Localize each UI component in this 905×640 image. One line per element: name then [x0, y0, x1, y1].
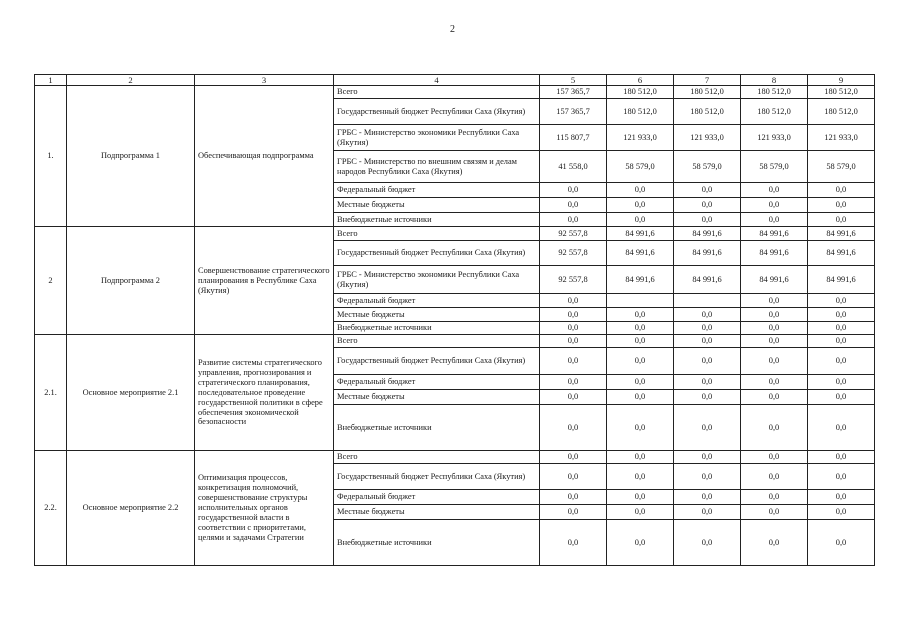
amount-cell: 0,0 — [607, 505, 674, 520]
amount-cell — [674, 294, 741, 308]
amount-cell: 84 991,6 — [808, 241, 875, 266]
funding-source: Внебюджетные источники — [334, 520, 540, 566]
table-row — [35, 451, 875, 464]
funding-source: Всего — [334, 227, 540, 241]
amount-cell: 92 557,8 — [540, 266, 607, 294]
amount-cell: 84 991,6 — [607, 227, 674, 241]
amount-cell: 0,0 — [674, 405, 741, 451]
amount-cell: 0,0 — [808, 451, 875, 464]
amount-cell: 0,0 — [540, 451, 607, 464]
amount-cell: 41 558,0 — [540, 151, 607, 183]
amount-cell: 0,0 — [607, 451, 674, 464]
funding-source: Всего — [334, 451, 540, 464]
amount-cell: 58 579,0 — [741, 151, 808, 183]
amount-cell: 121 933,0 — [674, 125, 741, 151]
amount-cell: 0,0 — [674, 335, 741, 348]
amount-cell: 0,0 — [674, 308, 741, 322]
amount-cell: 0,0 — [540, 490, 607, 505]
amount-cell: 121 933,0 — [607, 125, 674, 151]
amount-cell: 0,0 — [808, 520, 875, 566]
program-name: Подпрограмма 2 — [67, 227, 195, 335]
amount-cell: 84 991,6 — [741, 266, 808, 294]
amount-cell: 0,0 — [741, 520, 808, 566]
table-row — [35, 335, 875, 348]
program-description: Развитие системы стратегического управления, прогнозирования и стратегического планирования, последовательное проведение государственной политики в сфере обеспечения экономической безопасности — [195, 335, 334, 451]
amount-cell: 0,0 — [674, 348, 741, 375]
amount-cell: 0,0 — [540, 520, 607, 566]
amount-cell: 0,0 — [607, 464, 674, 490]
amount-cell: 58 579,0 — [674, 151, 741, 183]
amount-cell: 0,0 — [741, 308, 808, 322]
amount-cell: 0,0 — [741, 335, 808, 348]
amount-cell: 0,0 — [540, 322, 607, 335]
amount-cell: 0,0 — [808, 308, 875, 322]
amount-cell: 84 991,6 — [741, 227, 808, 241]
amount-cell: 180 512,0 — [674, 99, 741, 125]
table-body — [35, 75, 875, 566]
amount-cell: 0,0 — [741, 375, 808, 390]
program-description: Оптимизация процессов, конкретизация полномочий, совершенствование структуры исполнительных органов государственной власти в соответствии с приоритетами, целями и задачами Стратегии — [195, 451, 334, 566]
amount-cell: 0,0 — [607, 490, 674, 505]
amount-cell: 0,0 — [674, 183, 741, 198]
header-cell: 3 — [195, 75, 334, 86]
program-name: Основное мероприятие 2.2 — [67, 451, 195, 566]
header-cell: 2 — [67, 75, 195, 86]
amount-cell: 0,0 — [741, 464, 808, 490]
funding-source: Всего — [334, 335, 540, 348]
funding-source: Федеральный бюджет — [334, 294, 540, 308]
budget-table — [34, 74, 875, 566]
amount-cell: 0,0 — [808, 405, 875, 451]
item-number: 1. — [35, 86, 67, 227]
amount-cell: 115 807,7 — [540, 125, 607, 151]
funding-source: Федеральный бюджет — [334, 375, 540, 390]
funding-source: Местные бюджеты — [334, 390, 540, 405]
funding-source: Внебюджетные источники — [334, 322, 540, 335]
amount-cell: 0,0 — [607, 390, 674, 405]
amount-cell: 180 512,0 — [741, 99, 808, 125]
header-cell: 5 — [540, 75, 607, 86]
amount-cell: 0,0 — [674, 213, 741, 227]
amount-cell: 0,0 — [808, 294, 875, 308]
amount-cell: 0,0 — [540, 375, 607, 390]
amount-cell: 0,0 — [674, 322, 741, 335]
amount-cell: 0,0 — [674, 464, 741, 490]
amount-cell: 0,0 — [808, 348, 875, 375]
amount-cell: 0,0 — [540, 464, 607, 490]
amount-cell: 180 512,0 — [741, 86, 808, 99]
funding-source: Внебюджетные источники — [334, 213, 540, 227]
funding-source: Государственный бюджет Республики Саха (Якутия) — [334, 348, 540, 375]
amount-cell: 180 512,0 — [607, 99, 674, 125]
header-cell: 4 — [334, 75, 540, 86]
amount-cell: 0,0 — [741, 490, 808, 505]
amount-cell: 0,0 — [674, 375, 741, 390]
funding-source: Государственный бюджет Республики Саха (Якутия) — [334, 241, 540, 266]
amount-cell: 0,0 — [607, 183, 674, 198]
amount-cell: 92 557,8 — [540, 227, 607, 241]
amount-cell: 0,0 — [674, 390, 741, 405]
amount-cell: 0,0 — [808, 505, 875, 520]
amount-cell: 84 991,6 — [808, 266, 875, 294]
amount-cell: 0,0 — [607, 520, 674, 566]
page-number: 2 — [450, 24, 455, 35]
amount-cell: 0,0 — [607, 322, 674, 335]
amount-cell: 0,0 — [674, 520, 741, 566]
program-description: Совершенствование стратегического планирования в Республике Саха (Якутия) — [195, 227, 334, 335]
funding-source: Всего — [334, 86, 540, 99]
amount-cell: 0,0 — [607, 375, 674, 390]
header-cell: 8 — [741, 75, 808, 86]
amount-cell: 0,0 — [741, 322, 808, 335]
amount-cell: 84 991,6 — [674, 241, 741, 266]
amount-cell: 0,0 — [674, 505, 741, 520]
amount-cell: 0,0 — [674, 490, 741, 505]
amount-cell: 0,0 — [607, 198, 674, 213]
amount-cell: 0,0 — [741, 183, 808, 198]
amount-cell: 0,0 — [607, 335, 674, 348]
amount-cell: 84 991,6 — [674, 266, 741, 294]
amount-cell: 58 579,0 — [607, 151, 674, 183]
amount-cell: 0,0 — [540, 198, 607, 213]
header-cell: 6 — [607, 75, 674, 86]
amount-cell: 0,0 — [540, 308, 607, 322]
program-name: Основное мероприятие 2.1 — [67, 335, 195, 451]
amount-cell: 0,0 — [808, 464, 875, 490]
amount-cell: 180 512,0 — [808, 99, 875, 125]
amount-cell: 0,0 — [741, 294, 808, 308]
amount-cell: 84 991,6 — [674, 227, 741, 241]
amount-cell: 180 512,0 — [607, 86, 674, 99]
amount-cell: 0,0 — [540, 294, 607, 308]
amount-cell: 84 991,6 — [607, 241, 674, 266]
amount-cell: 180 512,0 — [674, 86, 741, 99]
funding-source: Внебюджетные источники — [334, 405, 540, 451]
funding-source: Государственный бюджет Республики Саха (Якутия) — [334, 99, 540, 125]
amount-cell: 121 933,0 — [808, 125, 875, 151]
amount-cell: 0,0 — [808, 490, 875, 505]
funding-source: Местные бюджеты — [334, 308, 540, 322]
amount-cell: 180 512,0 — [808, 86, 875, 99]
funding-source: Федеральный бюджет — [334, 183, 540, 198]
funding-source: ГРБС - Министерство по внешним связям и делам народов Республики Саха (Якутия) — [334, 151, 540, 183]
amount-cell: 92 557,8 — [540, 241, 607, 266]
amount-cell: 0,0 — [540, 335, 607, 348]
header-cell: 9 — [808, 75, 875, 86]
funding-source: ГРБС - Министерство экономики Республики Саха (Якутия) — [334, 266, 540, 294]
amount-cell: 0,0 — [540, 348, 607, 375]
amount-cell: 0,0 — [607, 348, 674, 375]
amount-cell: 0,0 — [540, 390, 607, 405]
amount-cell: 0,0 — [674, 451, 741, 464]
item-number: 2.2. — [35, 451, 67, 566]
funding-source: Государственный бюджет Республики Саха (Якутия) — [334, 464, 540, 490]
amount-cell: 58 579,0 — [808, 151, 875, 183]
amount-cell: 0,0 — [741, 348, 808, 375]
header-cell: 7 — [674, 75, 741, 86]
amount-cell: 0,0 — [808, 322, 875, 335]
amount-cell: 157 365,7 — [540, 99, 607, 125]
amount-cell: 0,0 — [808, 335, 875, 348]
amount-cell: 0,0 — [808, 375, 875, 390]
amount-cell: 0,0 — [808, 390, 875, 405]
funding-source: Местные бюджеты — [334, 505, 540, 520]
amount-cell: 0,0 — [607, 405, 674, 451]
amount-cell: 84 991,6 — [808, 227, 875, 241]
funding-source: Федеральный бюджет — [334, 490, 540, 505]
amount-cell: 84 991,6 — [607, 266, 674, 294]
amount-cell: 0,0 — [741, 198, 808, 213]
header-cell: 1 — [35, 75, 67, 86]
item-number: 2 — [35, 227, 67, 335]
amount-cell: 0,0 — [540, 183, 607, 198]
amount-cell: 0,0 — [808, 183, 875, 198]
amount-cell: 0,0 — [741, 505, 808, 520]
amount-cell: 0,0 — [540, 405, 607, 451]
funding-source: ГРБС - Министерство экономики Республики Саха (Якутия) — [334, 125, 540, 151]
amount-cell: 0,0 — [674, 198, 741, 213]
table-row — [35, 227, 875, 241]
amount-cell: 0,0 — [808, 213, 875, 227]
amount-cell — [607, 294, 674, 308]
funding-source: Местные бюджеты — [334, 198, 540, 213]
amount-cell: 0,0 — [741, 213, 808, 227]
amount-cell: 0,0 — [808, 198, 875, 213]
item-number: 2.1. — [35, 335, 67, 451]
program-description: Обеспечивающая подпрограмма — [195, 86, 334, 227]
amount-cell: 0,0 — [607, 213, 674, 227]
table-row — [35, 86, 875, 99]
amount-cell: 121 933,0 — [741, 125, 808, 151]
amount-cell: 0,0 — [741, 390, 808, 405]
amount-cell: 0,0 — [741, 451, 808, 464]
program-name: Подпрограмма 1 — [67, 86, 195, 227]
amount-cell: 0,0 — [540, 505, 607, 520]
amount-cell: 157 365,7 — [540, 86, 607, 99]
amount-cell: 84 991,6 — [741, 241, 808, 266]
amount-cell: 0,0 — [607, 308, 674, 322]
header-row — [35, 75, 875, 86]
amount-cell: 0,0 — [741, 405, 808, 451]
amount-cell: 0,0 — [540, 213, 607, 227]
